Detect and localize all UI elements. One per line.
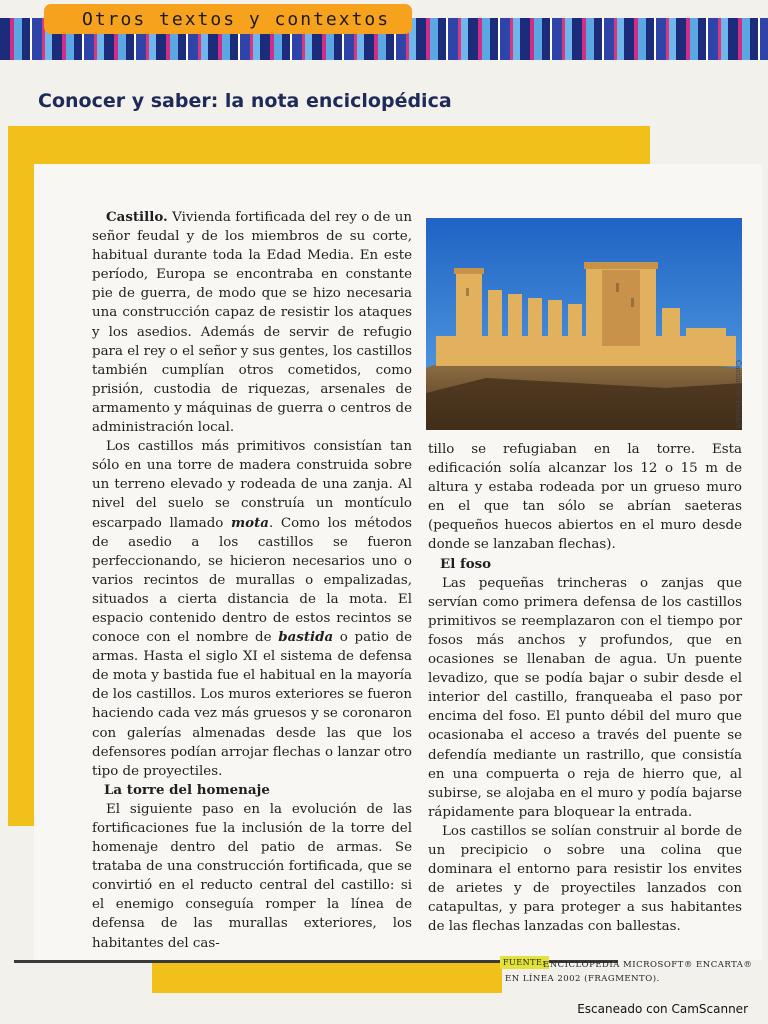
subheading-el-foso: El foso — [440, 555, 492, 572]
paragraph-definition — [92, 208, 412, 437]
source-text: ENCICLOPEDIA MICROSOFT® ENCARTA® EN LÍNEA 2002 (FRAGMENTO). — [505, 960, 753, 984]
term-mota: mota — [231, 514, 269, 531]
paragraph-torre-left: El siguiente paso en la evolución de las fortificaciones fue la inclusión de la torre del homenaje dentro del patio de armas. Se trataba de una construcción fortificada, que se convirtió en el reducto central del castillo: si el enemigo conseguía romper la línea de defensa de las murallas exteriores, los habitantes del cas- — [92, 801, 412, 951]
paragraph-torre-right: tillo se refugiaban en la torre. Esta edificación solía alcanzar los 12 o 15 m de altura y estaba rodeada por un grueso muro en el que tan sólo se abrían saeteras (pequeños huecos abiertos en el muro desde donde se lanzaban flechas). — [428, 442, 742, 553]
source-label: FUENTE: — [500, 956, 549, 969]
paragraph-text: o patio de armas. Hasta el siglo XI el sistema de defensa de mota y bastida fue el habitual en la mayoría de los castillos. Los muros exteriores se fueron haciendo cada vez más gruesos y se coronaron con galerías almenadas desde las que los defensores podían arrojar flechas o lanzar otro tipo de proyectiles. — [92, 630, 412, 779]
article-column-right — [428, 440, 742, 936]
photo-credit: Castillo de Peñafiel — [734, 360, 742, 429]
paragraph-text: Los castillos más primitivos consistían tan sólo en una torre de madera construida sobre un terreno elevado y rodeada de una zanja. Al nivel del suelo se construía un montículo escarpado llamado — [92, 439, 412, 531]
source-citation — [505, 958, 761, 986]
yellow-frame-top — [8, 126, 650, 164]
yellow-frame-left — [8, 126, 34, 826]
paragraph-text: . Como los métodos de asedio a los castillos se fueron perfeccionando, se hicieron necesarios uno o varios recintos de murallas o empalizadas, situados a cierta distancia de la mota. El espacio contenido dentro de estos recintos se conoce con el nombre de — [92, 515, 412, 646]
scanner-watermark: Escaneado con CamScanner — [577, 1002, 748, 1016]
definition-text: Vivienda fortificada del rey o de un señor feudal y de los miembros de su corte, habitual durante toda la Edad Media. En este período, Europa se encontraba en constante pie de guerra, de modo que se hizo necesaria una construcción capaz de resistir los ataques y los asedios. Además de servir de refugio para el rey o el señor y sus gentes, los castillos también cumplían otros cometidos, como prisión, custodia de riquezas, arsenales de armamento y máquinas de guerra o centros de administración local. — [92, 210, 412, 436]
subheading-torre-del-homenaje: La torre del homenaje — [104, 781, 270, 798]
article-column-left — [92, 208, 412, 953]
paragraph-location: Los castillos se solían construir al borde de un precipicio o sobre una colina que dominara el entorno para resistir los envites de arietes y de proyectiles lanzados con catapultas, y para proteger a sus habitantes de las flechas lanzadas con ballestas. — [428, 823, 742, 935]
section-tab-label: Otros textos y contextos — [82, 8, 391, 30]
paragraph-foso: Las pequeñas trincheras o zanjas que servían como primera defensa de los castillos primitivos se reemplazaron con el tiempo por fosos más anchos y profundos, que en ocasiones se llenaban de agua. Un puente levadizo, que se podía bajar o subir desde el interior del castillo, franqueaba el paso por encima del foso. El punto débil del muro que ocasionaba el acceso a través del puente se defendía mediante un rastrillo, que consistía en una compuerta o reja de hierro que, al subirse, se alojaba en el muro y podía bajarse rápidamente para bloquear la entrada. — [428, 575, 742, 820]
page-title: Conocer y saber: la nota enciclopédica — [38, 90, 452, 112]
entry-term: Castillo. — [106, 209, 168, 225]
term-bastida: bastida — [278, 629, 334, 646]
castle-photo — [426, 218, 742, 430]
yellow-frame-bottom — [152, 963, 502, 993]
section-tab — [44, 4, 412, 34]
paragraph-primitive-castles — [92, 437, 412, 781]
